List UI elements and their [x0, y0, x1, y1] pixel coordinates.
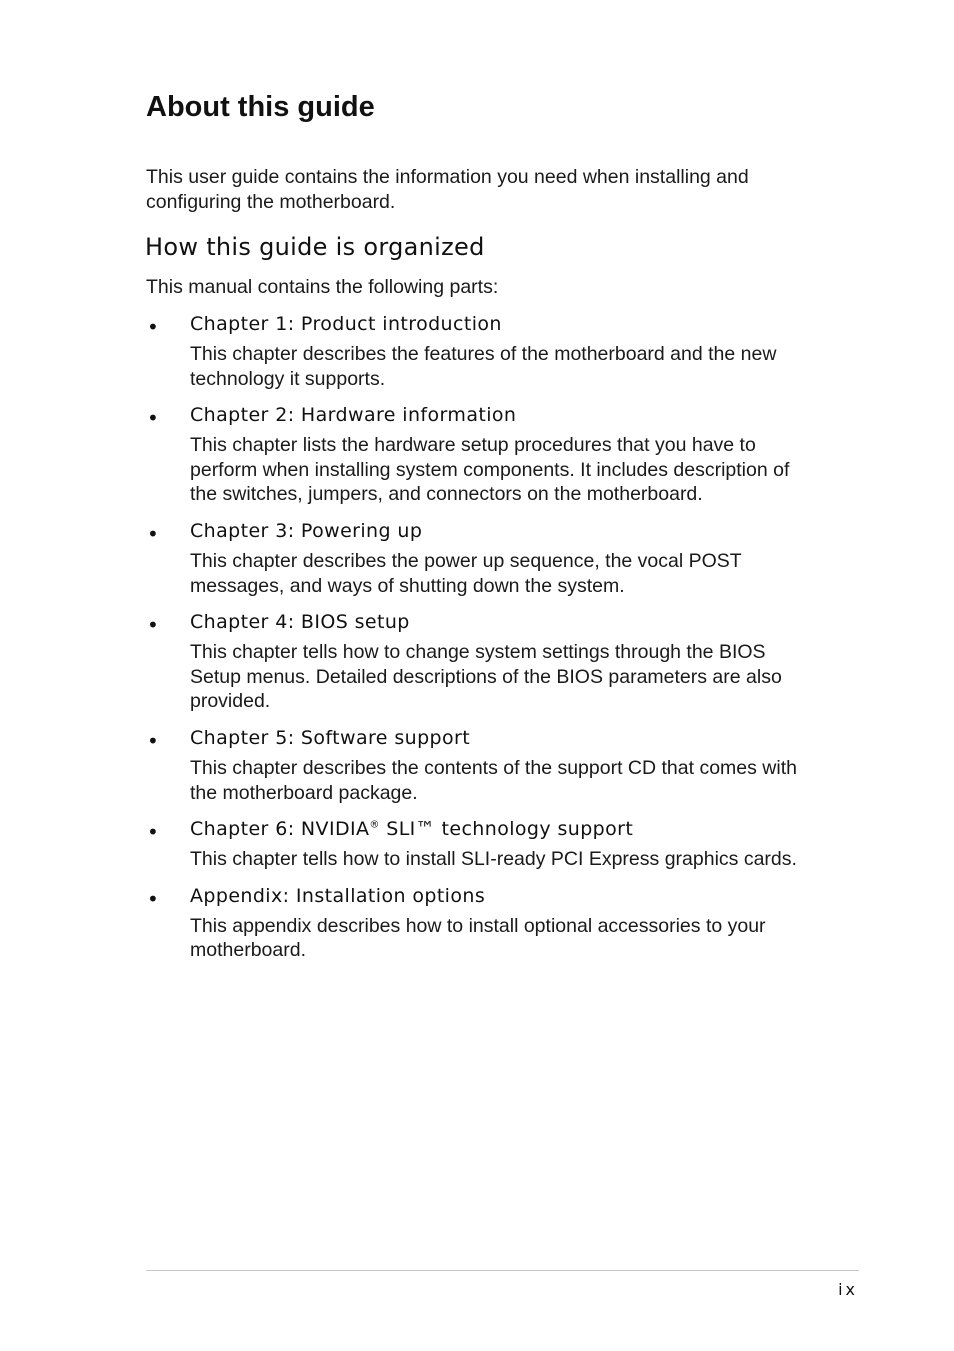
bullet-icon: •: [147, 886, 159, 911]
part-title-suffix: SLI™ technology support: [379, 818, 634, 841]
list-item-chapter-1: [146, 311, 826, 391]
part-description: This chapter lists the hardware setup procedures that you have to perform when installing system components. It includes description of the switches, jumpers, and connectors on the motherboard.: [190, 434, 790, 506]
part-description: This chapter tells how to install SLI-ready PCI Express graphics cards.: [190, 848, 797, 871]
list-item-chapter-3: [146, 518, 826, 598]
list-item-chapter-5: [146, 725, 826, 805]
part-title: [190, 816, 826, 842]
section-heading: How this guide is organized: [145, 233, 485, 261]
intro-paragraph: This user guide contains the information you need when installing and configuring the motherboard.: [146, 166, 749, 213]
part-title: Chapter 4: BIOS setup: [190, 611, 410, 634]
bullet-icon: •: [147, 820, 159, 845]
part-description: This chapter describes the features of the motherboard and the new technology it supports.: [190, 343, 777, 390]
bullet-icon: •: [147, 315, 159, 339]
bullet-icon: •: [147, 521, 159, 546]
page-number: ix: [838, 1280, 858, 1299]
bullet-icon: •: [147, 406, 159, 431]
part-title: Appendix: Installation options: [190, 884, 486, 907]
list-item-chapter-4: [146, 609, 826, 714]
bullet-icon: •: [147, 613, 159, 638]
part-title: Chapter 1: Product introduction: [190, 313, 502, 335]
list-item-appendix: [146, 883, 826, 963]
lead-paragraph: This manual contains the following parts:: [146, 276, 499, 298]
parts-list: [146, 311, 826, 974]
list-item-chapter-6: [146, 816, 826, 872]
registered-mark: ®: [369, 819, 380, 831]
part-description: This chapter describes the power up sequence, the vocal POST messages, and ways of shutting down the system.: [190, 549, 742, 597]
part-description: This chapter tells how to change system settings through the BIOS Setup menus. Detailed descriptions of the BIOS parameters are also provided.: [190, 641, 782, 713]
part-title: Chapter 2: Hardware information: [190, 404, 517, 427]
list-item-chapter-2: [146, 402, 826, 507]
part-description: This chapter describes the contents of the support CD that comes with the motherboard package.: [190, 756, 797, 804]
part-title: Chapter 5: Software support: [190, 726, 471, 749]
part-title: Chapter 3: Powering up: [190, 519, 423, 542]
page-title: About this guide: [146, 91, 375, 123]
footer-divider: [146, 1270, 859, 1271]
part-description: This appendix describes how to install optional accessories to your motherboard.: [190, 914, 766, 962]
part-title-prefix: Chapter 6: NVIDIA: [190, 818, 370, 841]
bullet-icon: •: [147, 728, 159, 753]
